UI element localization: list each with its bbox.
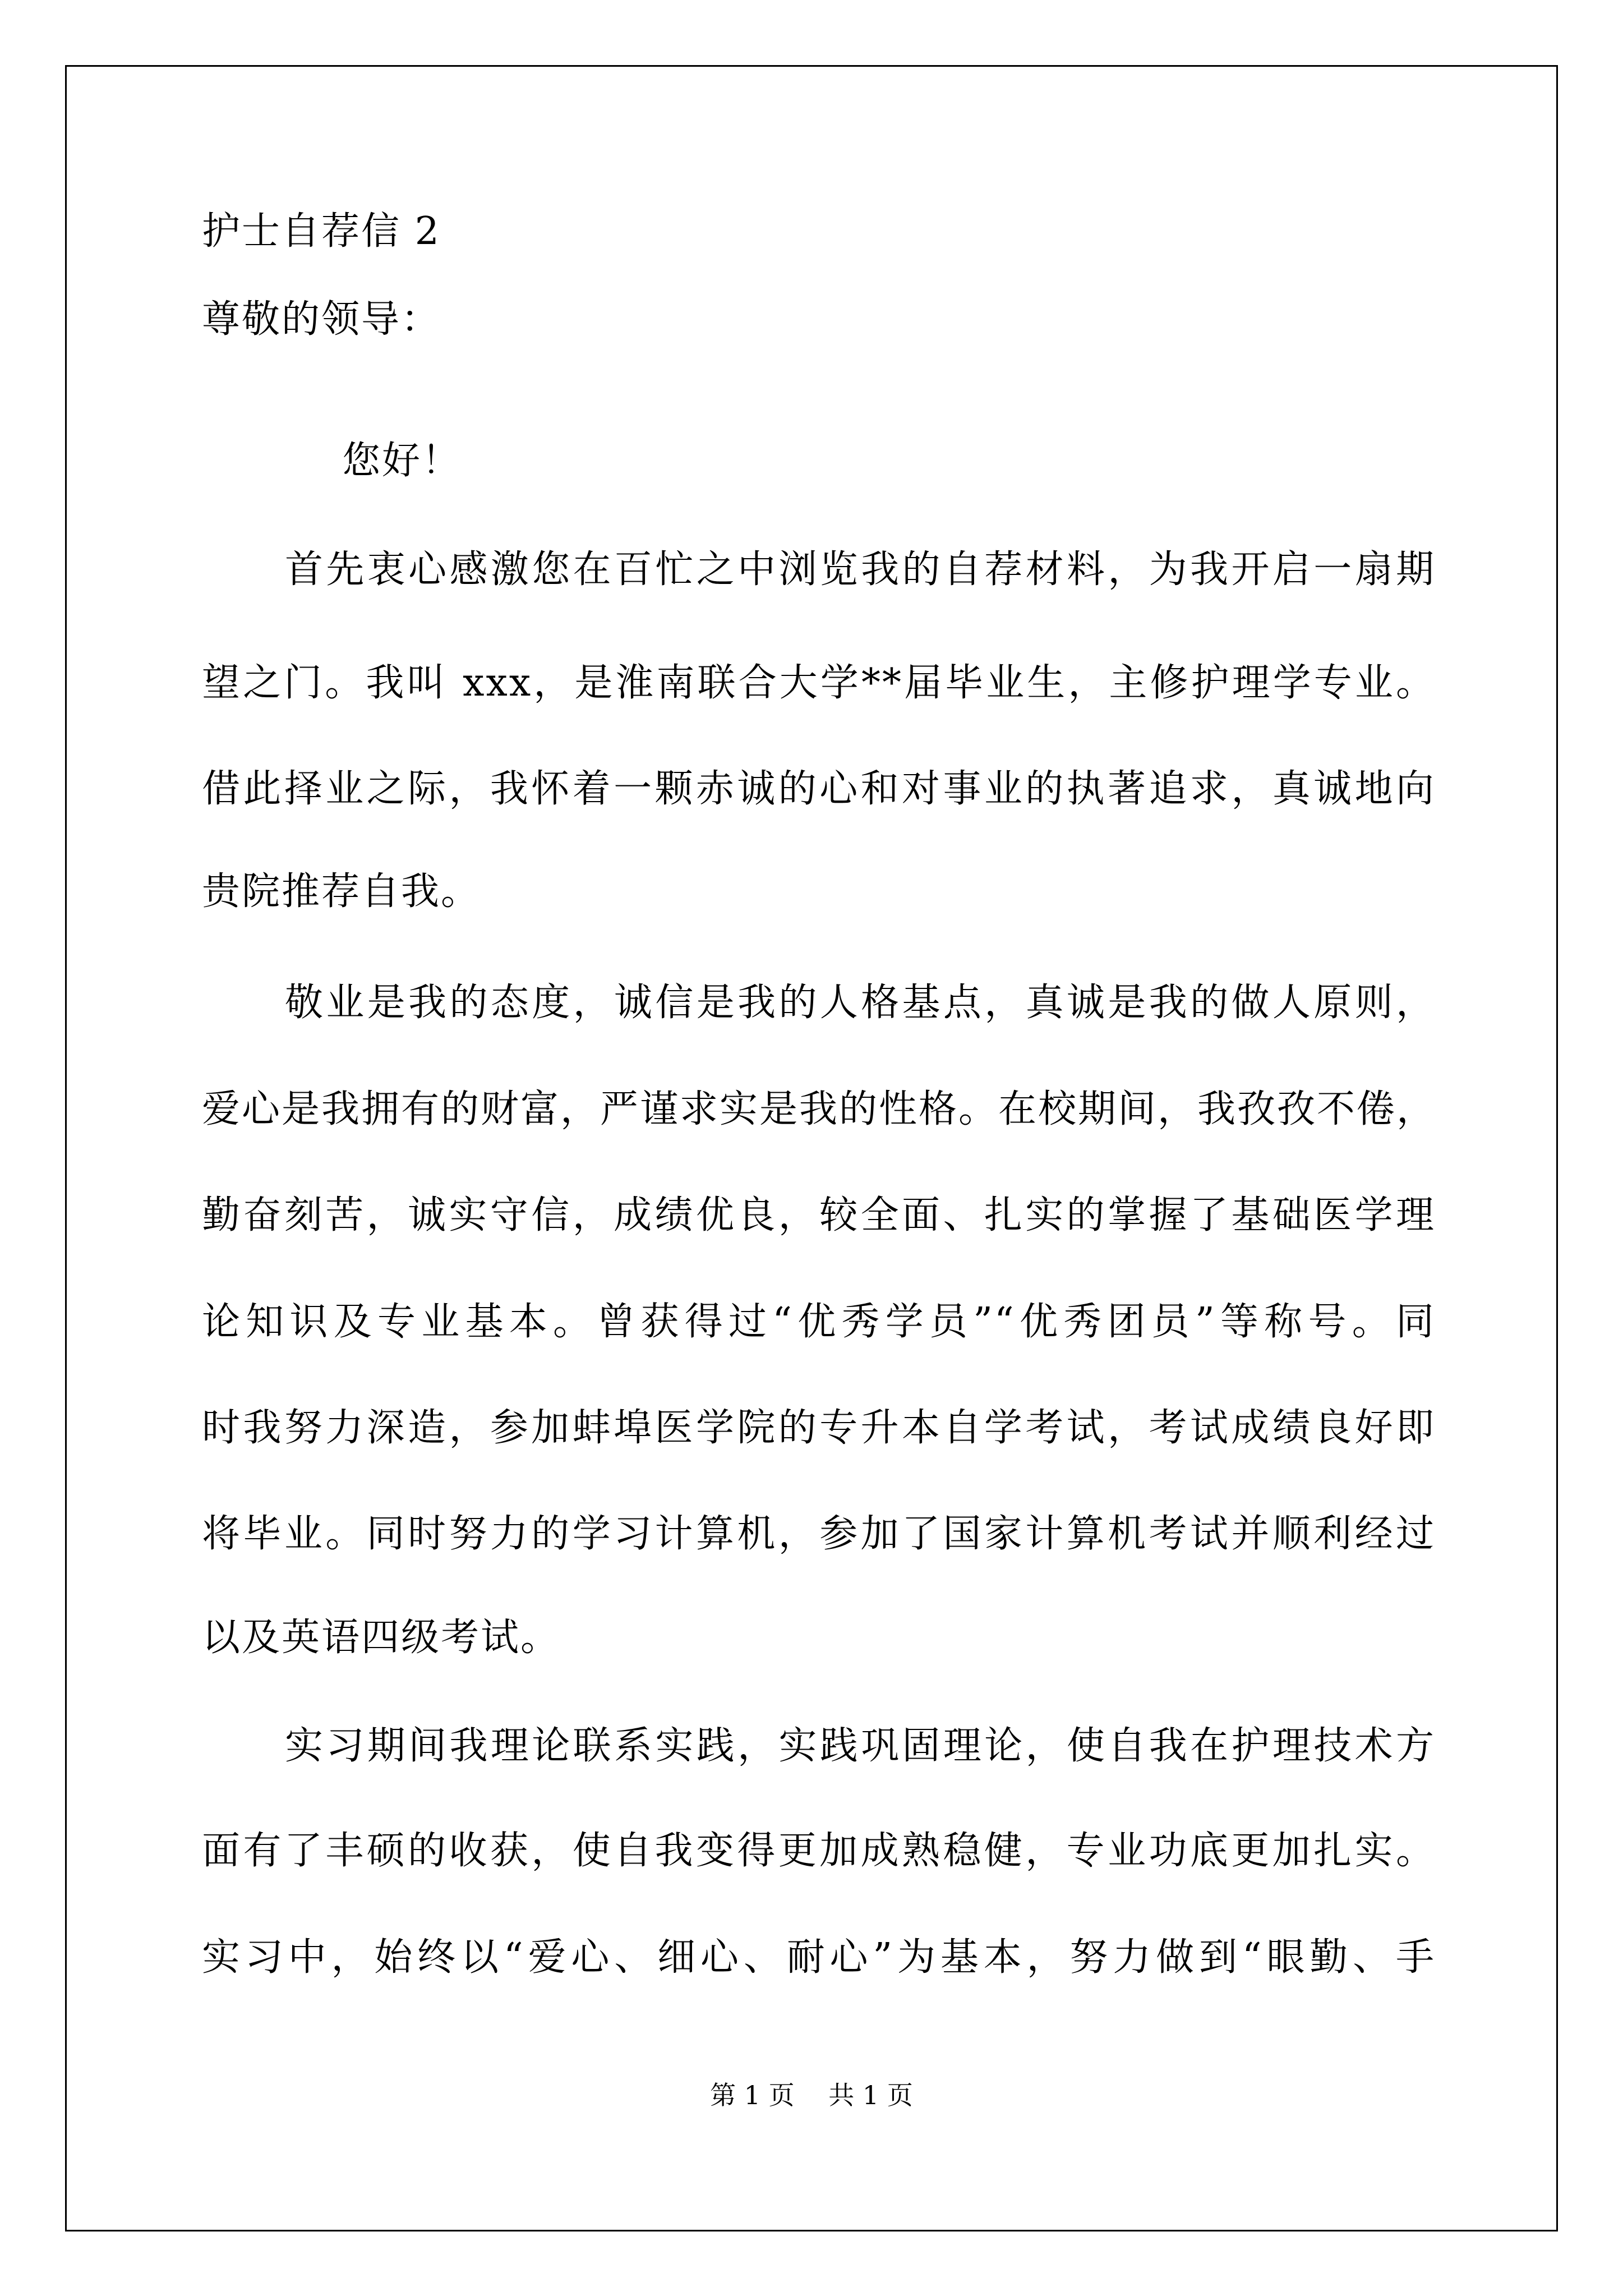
paragraph-1-line-4: 贵院推荐自我。 xyxy=(202,869,481,914)
paragraph-3-line-3: 实习中，始终以“爱心、细心、耐心”为基本，努力做到“眼勤、手 xyxy=(202,1935,1436,1980)
paragraph-2-line-4: 论知识及专业基本。曾获得过“优秀学员”“优秀团员”等称号。同 xyxy=(202,1300,1436,1344)
paragraph-2-line-5: 时我努力深造，参加蚌埠医学院的专升本自学考试，考试成绩良好即 xyxy=(202,1406,1436,1450)
page-number-footer: 第 1 页 共 1 页 xyxy=(710,2080,913,2110)
paragraph-3-line-1: 实习期间我理论联系实践，实践巩固理论，使自我在护理技术方 xyxy=(285,1724,1436,1768)
paragraph-1-line-2: 望之门。我叫 xxx，是淮南联合大学**届毕业生，主修护理学专业。 xyxy=(202,661,1436,705)
salutation: 尊敬的领导： xyxy=(202,297,441,342)
paragraph-1-line-3: 借此择业之际，我怀着一颗赤诚的心和对事业的执著追求，真诚地向 xyxy=(202,767,1436,811)
paragraph-2-line-6: 将毕业。同时努力的学习计算机，参加了国家计算机考试并顺利经过 xyxy=(202,1512,1436,1556)
paragraph-2-line-1: 敬业是我的态度，诚信是我的人格基点，真诚是我的做人原则， xyxy=(285,981,1436,1025)
paragraph-3-line-2: 面有了丰硕的收获，使自我变得更加成熟稳健，专业功底更加扎实。 xyxy=(202,1829,1436,1873)
paragraph-2-line-7: 以及英语四级考试。 xyxy=(202,1616,561,1660)
paragraph-1-line-1: 首先衷心感激您在百忙之中浏览我的自荐材料，为我开启一扇期 xyxy=(285,547,1436,592)
paragraph-2-line-2: 爱心是我拥有的财富，严谨求实是我的性格。在校期间，我孜孜不倦， xyxy=(202,1087,1437,1131)
document-title: 护士自荐信 2 xyxy=(202,209,441,254)
greeting: 您好！ xyxy=(342,439,462,483)
page-border xyxy=(65,65,1558,2231)
paragraph-2-line-3: 勤奋刻苦，诚实守信，成绩优良，较全面、扎实的掌握了基础医学理 xyxy=(202,1193,1436,1237)
